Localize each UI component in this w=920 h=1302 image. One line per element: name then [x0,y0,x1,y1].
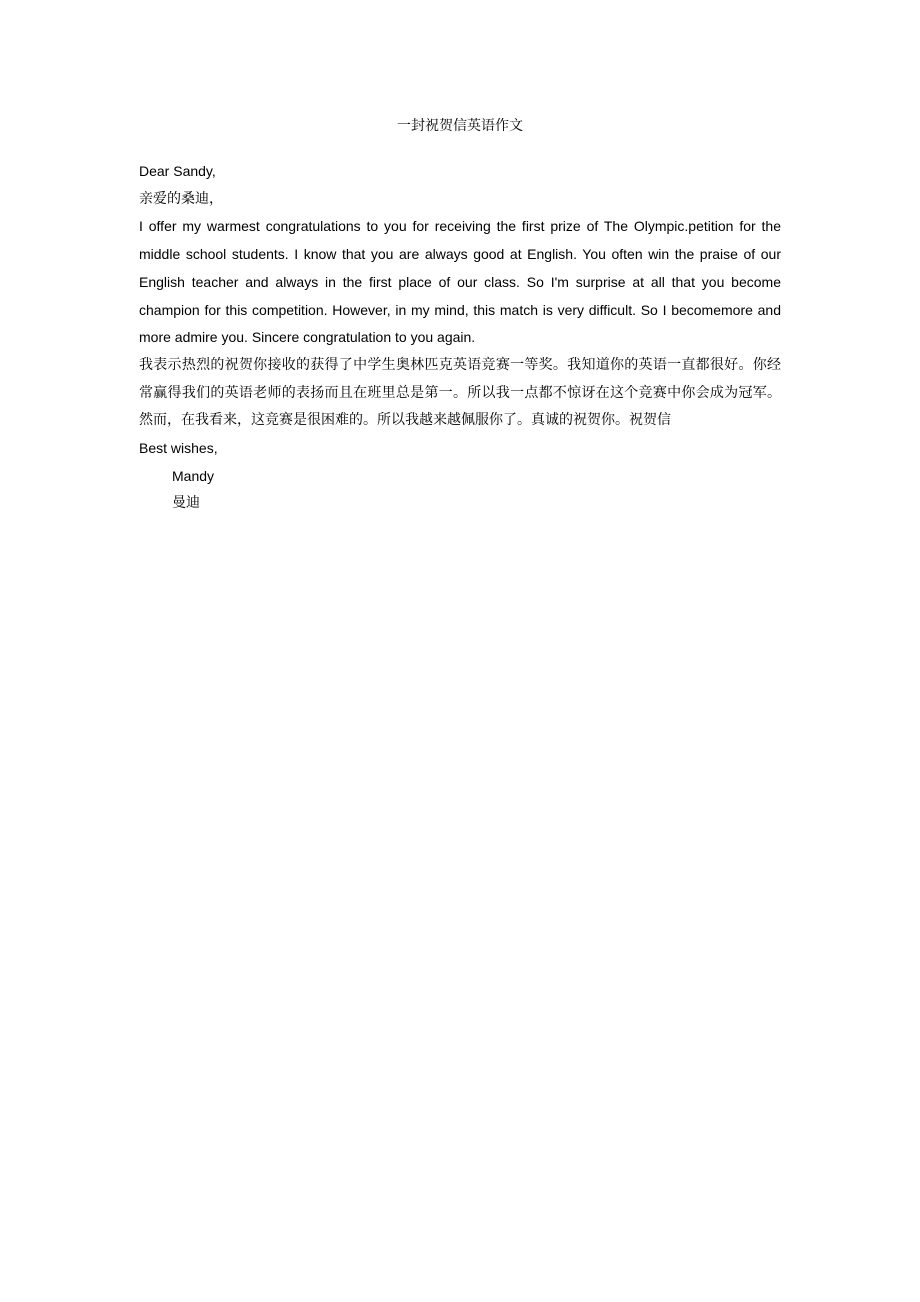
salutation-english: Dear Sandy, [139,163,216,179]
signature-chinese: 曼迪 [172,495,200,512]
closing-line: Best wishes, [139,440,218,457]
salutation-chinese: 亲爱的桑迪， [139,190,223,207]
document-title: 一封祝贺信英语作文 [397,118,523,134]
body-paragraph-english: I offer my warmest congratulations to you for receiving the first prize of The Olympic.petition for the middle school students. I know that you are always good at English. You often win the praise of our English teacher and always in the first place of our class. So I'm surprise at all that you become champion for this competition. However, in my mind, this match is very difficult. So I becomemore and more admire you. Sincere congratulation to you again. [139,218,781,346]
signature-english: Mandy [172,467,215,484]
body-paragraph-chinese: 我表示热烈的祝贺你接收的获得了中学生奥林匹克英语竞赛一等奖。我知道你的英语一直都很好。你经常赢得我们的英语老师的表扬而且在班里总是第一。所以我一点都不惊讶在这个竞赛中你会成为冠军。然而，在我看来，这竞赛是很困难的。所以我越来越佩服你了。真诚的祝贺你。祝贺信 [139,356,781,429]
letter-body [139,158,781,518]
